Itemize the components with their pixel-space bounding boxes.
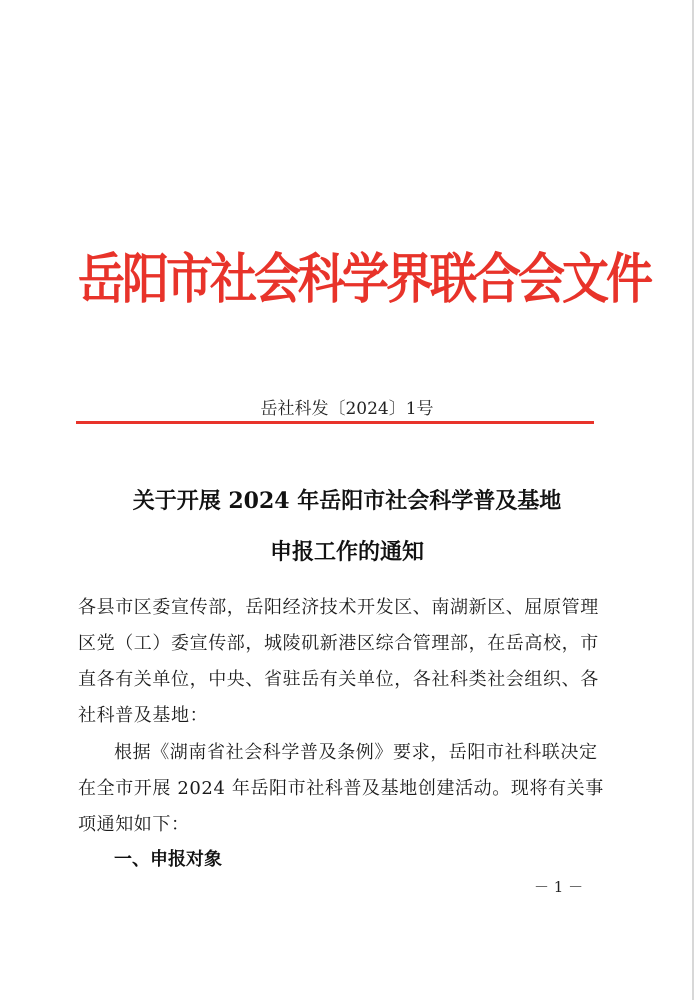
- document-header-title: 岳阳市社会科学界联合会文件: [78, 248, 650, 312]
- body-paragraph-1: 根据《湖南省社会科学普及条例》要求，岳阳市社科联决定在全市开展 2024 年岳阳市社科普及基地创建活动。现将有关事项通知如下：: [78, 742, 604, 835]
- notice-title-line-1: 关于开展 2024 年岳阳市社会科学普及基地: [132, 488, 562, 514]
- document-number: 岳社科发〔2024〕1号: [260, 399, 434, 419]
- page-number: － 1 －: [534, 878, 584, 896]
- recipients-paragraph: 各县市区委宣传部，岳阳经济技术开发区、南湖新区、屈原管理区党（工）委宣传部，城陵矶新港区综合管理部，在岳高校，市直各有关单位，中央、省驻岳有关单位，各社科类社会组织、各社科普及基地：: [78, 597, 599, 726]
- red-divider-line: [76, 421, 594, 424]
- notice-title-line-2: 申报工作的通知: [269, 539, 424, 565]
- section-heading-1: 一、申报对象: [114, 849, 222, 870]
